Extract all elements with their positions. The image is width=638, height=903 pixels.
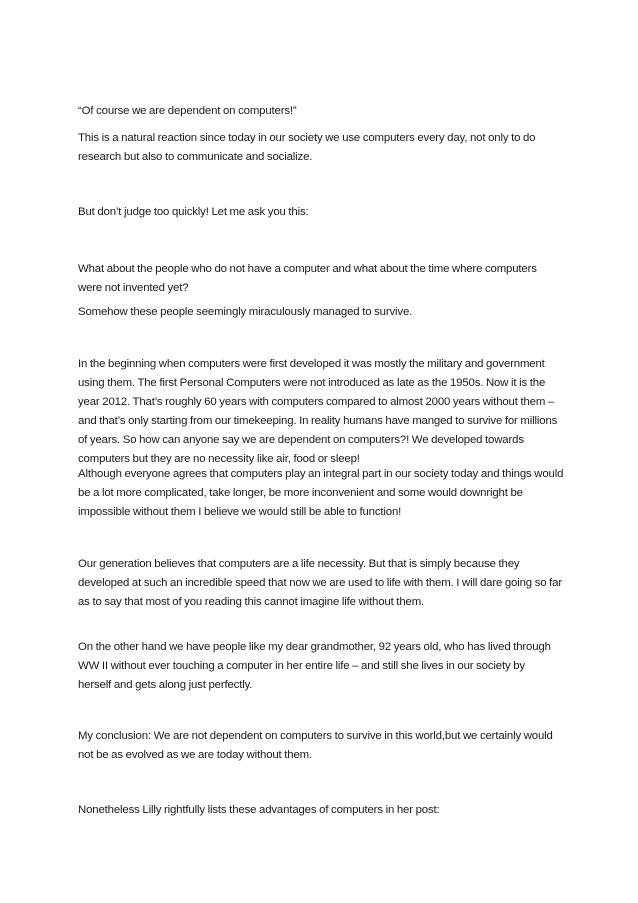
paragraph-natural-reaction: This is a natural reaction since today in our society we use computers every day, not only to do research but also to communicate and socialize.: [78, 132, 536, 163]
paragraph-what-about: What about the people who do not have a computer and what about the time where computers were not invented yet?: [78, 263, 537, 294]
paragraph-our-generation: Our generation believes that computers are a life necessity. But that is simply because they developed at such an incredible speed that now we are used to life with them. I will dare going so far as to say that most of you reading this cannot imagine life without them.: [78, 558, 562, 608]
paragraph-conclusion: My conclusion: We are not dependent on computers to survive in this world,but we certainly would not be as evolved as we are today without them.: [78, 730, 553, 761]
paragraph-quote: “Of course we are dependent on computers!”: [78, 105, 297, 117]
paragraph-dont-judge: But don’t judge too quickly! Let me ask you this:: [78, 206, 309, 218]
paragraph-in-the-beginning: In the beginning when computers were first developed it was mostly the military and government using them. The first Personal Computers were not introduced as late as the 1950s. Now it is the year 2012. That’s roughly 60 years with computers compared to almost 2000 years without them – and that’s only starting from our timekeeping. In reality humans have manged to survive for millions of years. So how can anyone say we are dependent on computers?! We developed towards computers but they are no necessity like air, food or sleep!: [78, 358, 558, 465]
paragraph-nonetheless: Nonetheless Lilly rightfully lists these advantages of computers in her post:: [78, 804, 440, 816]
paragraph-somehow: Somehow these people seemingly miraculously managed to survive.: [78, 306, 413, 318]
paragraph-although: Although everyone agrees that computers play an integral part in our society today and things would be a lot more complicated, take longer, be more inconvenient and some would downright be impossible without them I believe we would still be able to function!: [78, 468, 564, 518]
paragraph-grandmother: On the other hand we have people like my dear grandmother, 92 years old, who has lived through WW II without ever touching a computer in her entire life – and still she lives in our society by herself and gets along just perfectly.: [78, 641, 551, 691]
